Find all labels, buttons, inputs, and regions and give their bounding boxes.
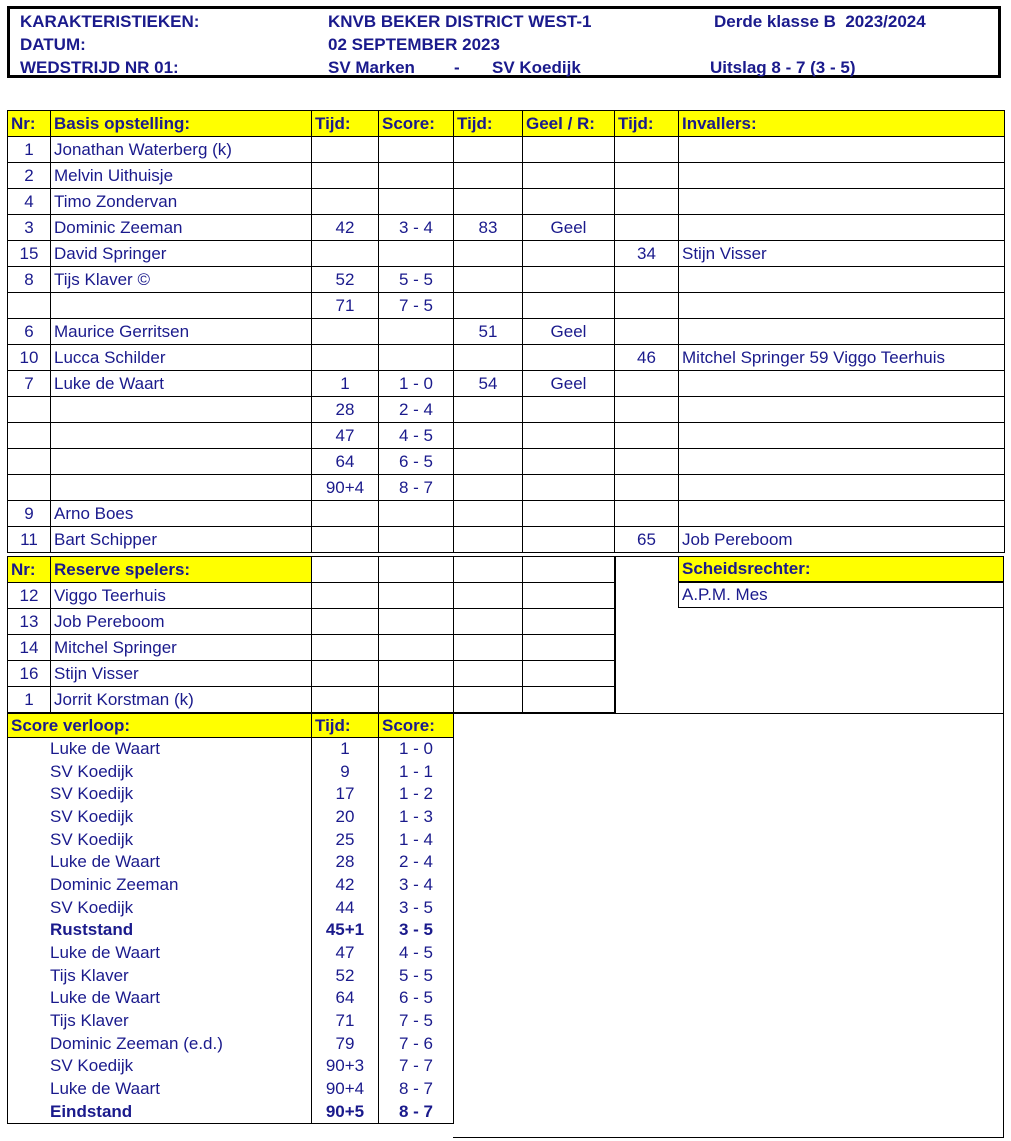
timeline-header-cell: Score:: [379, 714, 454, 738]
timeline-blank-panel: [453, 713, 1004, 1138]
timeline-score: 8 - 7: [379, 1078, 454, 1101]
table-row: [8, 215, 1005, 241]
lineup-cell: 9: [8, 501, 51, 527]
list-item: [8, 738, 454, 761]
lineup-cell: [679, 371, 1005, 397]
lineup-cell: [679, 267, 1005, 293]
timeline-score: 3 - 5: [379, 919, 454, 942]
lineup-cell: [312, 345, 379, 371]
lineup-cell: [615, 423, 679, 449]
lineup-cell: 8 - 7: [379, 475, 454, 501]
lineup-cell: 65: [615, 527, 679, 553]
timeline-header-cell: Tijd:: [312, 714, 379, 738]
reserve-number: 12: [8, 583, 51, 609]
table-row: [8, 609, 616, 635]
lineup-cell: [8, 423, 51, 449]
lineup-cell: 6 - 5: [379, 449, 454, 475]
list-item: [8, 919, 454, 942]
lineup-cell: Dominic Zeeman: [51, 215, 312, 241]
timeline-score: 3 - 4: [379, 874, 454, 897]
lineup-header-cell: Basis opstelling:: [51, 111, 312, 137]
lineup-cell: [523, 423, 615, 449]
timeline-score: 2 - 4: [379, 851, 454, 874]
lineup-cell: [312, 189, 379, 215]
lineup-cell: [51, 397, 312, 423]
lineup-cell: [679, 475, 1005, 501]
timeline-scorer: Luke de Waart: [8, 1078, 312, 1101]
lineup-cell: [523, 267, 615, 293]
list-item: [8, 851, 454, 874]
lineup-cell: [8, 475, 51, 501]
lineup-cell: [615, 189, 679, 215]
characteristics-label: KARAKTERISTIEKEN:: [20, 12, 200, 31]
lineup-cell: 7: [8, 371, 51, 397]
table-row: [8, 687, 616, 713]
lineup-cell: [51, 475, 312, 501]
timeline-score: 4 - 5: [379, 942, 454, 965]
lineup-cell: [615, 475, 679, 501]
lineup-header-row: [8, 111, 1005, 137]
lineup-cell: [679, 423, 1005, 449]
lineup-cell: Geel: [523, 371, 615, 397]
timeline-score: 7 - 5: [379, 1010, 454, 1033]
reserve-name: Jorrit Korstman (k): [51, 687, 312, 713]
lineup-cell: [679, 501, 1005, 527]
reserve-blank-cell: [379, 661, 454, 687]
lineup-cell: [379, 163, 454, 189]
lineup-cell: [679, 137, 1005, 163]
reserve-blank-cell: [454, 687, 523, 713]
lineup-cell: [454, 189, 523, 215]
lineup-cell: 54: [454, 371, 523, 397]
reserve-number: 13: [8, 609, 51, 635]
lineup-header-cell: Geel / R:: [523, 111, 615, 137]
timeline-time: 71: [312, 1010, 379, 1033]
lineup-cell: [523, 241, 615, 267]
away-team: SV Koedijk: [492, 58, 581, 77]
lineup-cell: [379, 319, 454, 345]
list-item: [8, 806, 454, 829]
lineup-table: [7, 110, 1005, 553]
lineup-cell: David Springer: [51, 241, 312, 267]
referee-header: Scheidsrechter:: [678, 556, 1004, 582]
lineup-cell: [615, 501, 679, 527]
timeline-time: 17: [312, 783, 379, 806]
timeline-time: 90+3: [312, 1055, 379, 1078]
lineup-header-cell: Score:: [379, 111, 454, 137]
table-row: [8, 475, 1005, 501]
reserve-blank-cell: [523, 583, 616, 609]
lineup-header-cell: Tijd:: [615, 111, 679, 137]
timeline-time: 42: [312, 874, 379, 897]
timeline-time: 25: [312, 828, 379, 851]
lineup-header-cell: Nr:: [8, 111, 51, 137]
lineup-header-cell: Invallers:: [679, 111, 1005, 137]
lineup-cell: [51, 293, 312, 319]
lineup-cell: [615, 371, 679, 397]
reserve-name: Mitchel Springer: [51, 635, 312, 661]
lineup-cell: [454, 527, 523, 553]
list-item: [8, 1078, 454, 1101]
timeline-scorer: SV Koedijk: [8, 1055, 312, 1078]
timeline-time: 90+5: [312, 1101, 379, 1124]
timeline-scorer: SV Koedijk: [8, 896, 312, 919]
reserve-name: Job Pereboom: [51, 609, 312, 635]
table-row: [8, 635, 616, 661]
lineup-cell: [615, 267, 679, 293]
timeline-score: 1 - 4: [379, 828, 454, 851]
list-item: [8, 1032, 454, 1055]
lineup-cell: Arno Boes: [51, 501, 312, 527]
lineup-cell: 42: [312, 215, 379, 241]
timeline-time: 28: [312, 851, 379, 874]
table-row: [8, 241, 1005, 267]
table-row: [8, 319, 1005, 345]
table-row: [8, 501, 1005, 527]
lineup-cell: [51, 423, 312, 449]
lineup-cell: [312, 137, 379, 163]
lineup-cell: [615, 397, 679, 423]
lineup-cell: Tijs Klaver ©: [51, 267, 312, 293]
match-header: [7, 6, 1001, 78]
lineup-cell: [679, 215, 1005, 241]
list-item: [8, 828, 454, 851]
lineup-cell: [454, 423, 523, 449]
reserves-header-cell: Reserve spelers:: [51, 557, 312, 583]
timeline-scorer: Tijs Klaver: [8, 964, 312, 987]
table-row: [8, 661, 616, 687]
list-item: [8, 1010, 454, 1033]
timeline-score: 6 - 5: [379, 987, 454, 1010]
timeline-scorer: Tijs Klaver: [8, 1010, 312, 1033]
reserves-header-blank: [454, 557, 523, 583]
table-row: [8, 345, 1005, 371]
lineup-cell: 46: [615, 345, 679, 371]
timeline-scorer: Luke de Waart: [8, 942, 312, 965]
match-result: Uitslag 8 - 7 (3 - 5): [710, 58, 856, 77]
match-date: 02 SEPTEMBER 2023: [328, 35, 500, 54]
timeline-score: 7 - 7: [379, 1055, 454, 1078]
reserve-blank-cell: [379, 609, 454, 635]
lineup-cell: [454, 293, 523, 319]
list-item: [8, 896, 454, 919]
lineup-cell: Luke de Waart: [51, 371, 312, 397]
lineup-cell: [523, 345, 615, 371]
lineup-cell: 3: [8, 215, 51, 241]
lineup-cell: [523, 293, 615, 319]
timeline-header-row: [8, 714, 454, 738]
timeline-time: 90+4: [312, 1078, 379, 1101]
referee-name: A.P.M. Mes: [678, 582, 1004, 608]
lineup-cell: 2: [8, 163, 51, 189]
reserve-blank-cell: [379, 687, 454, 713]
lineup-cell: 64: [312, 449, 379, 475]
table-row: [8, 293, 1005, 319]
table-row: [8, 449, 1005, 475]
lineup-cell: [523, 137, 615, 163]
lineup-cell: [679, 163, 1005, 189]
lineup-cell: 11: [8, 527, 51, 553]
lineup-header-cell: Tijd:: [312, 111, 379, 137]
reserve-number: 16: [8, 661, 51, 687]
lineup-cell: [454, 475, 523, 501]
reserves-table: [7, 556, 616, 713]
lineup-cell: [679, 449, 1005, 475]
lineup-cell: [8, 293, 51, 319]
league-season: Derde klasse B 2023/2024: [714, 12, 926, 31]
list-item: [8, 964, 454, 987]
reserve-blank-cell: [523, 609, 616, 635]
lineup-cell: [615, 449, 679, 475]
lineup-cell: [454, 137, 523, 163]
timeline-header-cell: Score verloop:: [8, 714, 312, 738]
lineup-cell: 1: [8, 137, 51, 163]
lineup-cell: [615, 137, 679, 163]
reserve-number: 14: [8, 635, 51, 661]
lineup-cell: [51, 449, 312, 475]
lineup-cell: 34: [615, 241, 679, 267]
list-item: [8, 874, 454, 897]
lineup-cell: Lucca Schilder: [51, 345, 312, 371]
timeline-time: 79: [312, 1032, 379, 1055]
timeline-scorer: Dominic Zeeman (e.d.): [8, 1032, 312, 1055]
timeline-time: 1: [312, 738, 379, 761]
timeline-time: 47: [312, 942, 379, 965]
list-item: [8, 760, 454, 783]
table-row: [8, 137, 1005, 163]
timeline-score: 3 - 5: [379, 896, 454, 919]
timeline-time: 52: [312, 964, 379, 987]
lineup-cell: Jonathan Waterberg (k): [51, 137, 312, 163]
lineup-cell: 1 - 0: [379, 371, 454, 397]
lineup-cell: [312, 319, 379, 345]
lineup-cell: [679, 397, 1005, 423]
date-label: DATUM:: [20, 35, 86, 54]
reserve-blank-cell: [312, 635, 379, 661]
lineup-cell: 90+4: [312, 475, 379, 501]
lineup-cell: 47: [312, 423, 379, 449]
reserve-blank-cell: [454, 583, 523, 609]
lineup-cell: [312, 163, 379, 189]
list-item: [8, 942, 454, 965]
reserve-blank-cell: [454, 609, 523, 635]
lineup-cell: 52: [312, 267, 379, 293]
lineup-cell: [8, 397, 51, 423]
reserve-name: Viggo Teerhuis: [51, 583, 312, 609]
timeline-score: 7 - 6: [379, 1032, 454, 1055]
lineup-cell: [454, 241, 523, 267]
lineup-cell: [523, 189, 615, 215]
lineup-cell: Stijn Visser: [679, 241, 1005, 267]
lineup-cell: [8, 449, 51, 475]
lineup-cell: [454, 345, 523, 371]
lineup-cell: [379, 137, 454, 163]
lineup-cell: 71: [312, 293, 379, 319]
timeline-scorer: Dominic Zeeman: [8, 874, 312, 897]
lineup-cell: [615, 319, 679, 345]
lineup-cell: [454, 501, 523, 527]
lineup-cell: 7 - 5: [379, 293, 454, 319]
lineup-cell: Mitchel Springer 59 Viggo Teerhuis: [679, 345, 1005, 371]
lineup-cell: [312, 241, 379, 267]
reserve-blank-cell: [523, 635, 616, 661]
lineup-cell: 15: [8, 241, 51, 267]
team-separator: -: [454, 58, 460, 77]
timeline-scorer: Eindstand: [8, 1101, 312, 1124]
lineup-cell: [312, 501, 379, 527]
lineup-cell: [454, 267, 523, 293]
lineup-cell: [379, 501, 454, 527]
lineup-cell: [523, 475, 615, 501]
timeline-score: 1 - 1: [379, 760, 454, 783]
lineup-cell: [312, 527, 379, 553]
lineup-cell: [615, 163, 679, 189]
table-row: [8, 423, 1005, 449]
lineup-cell: [454, 163, 523, 189]
timeline-scorer: Luke de Waart: [8, 851, 312, 874]
lineup-cell: [679, 293, 1005, 319]
lineup-cell: Job Pereboom: [679, 527, 1005, 553]
list-item: [8, 987, 454, 1010]
lineup-cell: [379, 345, 454, 371]
reserves-header-blank: [312, 557, 379, 583]
lineup-header-cell: Tijd:: [454, 111, 523, 137]
timeline-scorer: SV Koedijk: [8, 760, 312, 783]
reserves-header-blank: [523, 557, 616, 583]
lineup-cell: [379, 527, 454, 553]
table-row: [8, 397, 1005, 423]
lineup-cell: [615, 215, 679, 241]
timeline-score: 8 - 7: [379, 1101, 454, 1124]
lineup-cell: [679, 189, 1005, 215]
reserve-blank-cell: [454, 661, 523, 687]
lineup-cell: [615, 293, 679, 319]
lineup-cell: [523, 501, 615, 527]
timeline-time: 20: [312, 806, 379, 829]
lineup-cell: 5 - 5: [379, 267, 454, 293]
table-row: [8, 583, 616, 609]
timeline-score: 1 - 0: [379, 738, 454, 761]
reserves-header-blank: [379, 557, 454, 583]
timeline-scorer: Luke de Waart: [8, 987, 312, 1010]
lineup-cell: Bart Schipper: [51, 527, 312, 553]
reserves-header-row: [8, 557, 616, 583]
timeline-score: 5 - 5: [379, 964, 454, 987]
match-number-label: WEDSTRIJD NR 01:: [20, 58, 179, 77]
lineup-cell: 1: [312, 371, 379, 397]
lineup-cell: 4 - 5: [379, 423, 454, 449]
lineup-cell: [523, 449, 615, 475]
lineup-cell: 6: [8, 319, 51, 345]
lineup-cell: [679, 319, 1005, 345]
lineup-cell: Melvin Uithuisje: [51, 163, 312, 189]
list-item: [8, 1101, 454, 1124]
lineup-cell: [454, 449, 523, 475]
reserve-blank-cell: [454, 635, 523, 661]
lineup-cell: 2 - 4: [379, 397, 454, 423]
lineup-cell: Timo Zondervan: [51, 189, 312, 215]
reserve-blank-cell: [312, 609, 379, 635]
lineup-cell: [379, 189, 454, 215]
lineup-cell: 10: [8, 345, 51, 371]
lineup-cell: Geel: [523, 319, 615, 345]
list-item: [8, 1055, 454, 1078]
reserve-number: 1: [8, 687, 51, 713]
timeline-scorer: SV Koedijk: [8, 828, 312, 851]
lineup-cell: 8: [8, 267, 51, 293]
timeline-time: 45+1: [312, 919, 379, 942]
table-row: [8, 189, 1005, 215]
table-row: [8, 163, 1005, 189]
reserve-blank-cell: [523, 661, 616, 687]
reserve-blank-cell: [523, 687, 616, 713]
timeline-scorer: Ruststand: [8, 919, 312, 942]
lineup-cell: 83: [454, 215, 523, 241]
lineup-cell: 28: [312, 397, 379, 423]
lineup-cell: Maurice Gerritsen: [51, 319, 312, 345]
timeline-scorer: SV Koedijk: [8, 806, 312, 829]
lineup-cell: Geel: [523, 215, 615, 241]
table-row: [8, 527, 1005, 553]
reserve-blank-cell: [312, 583, 379, 609]
lineup-cell: 3 - 4: [379, 215, 454, 241]
score-timeline-table: [7, 713, 454, 1124]
timeline-score: 1 - 3: [379, 806, 454, 829]
timeline-score: 1 - 2: [379, 783, 454, 806]
lineup-cell: [523, 397, 615, 423]
timeline-time: 44: [312, 896, 379, 919]
reserve-blank-cell: [379, 583, 454, 609]
reserve-blank-cell: [312, 661, 379, 687]
timeline-scorer: SV Koedijk: [8, 783, 312, 806]
reserve-blank-cell: [379, 635, 454, 661]
reserve-name: Stijn Visser: [51, 661, 312, 687]
lineup-cell: [523, 163, 615, 189]
lineup-cell: 4: [8, 189, 51, 215]
home-team: SV Marken: [328, 58, 415, 77]
lineup-cell: [379, 241, 454, 267]
timeline-scorer: Luke de Waart: [8, 738, 312, 761]
lineup-cell: [523, 527, 615, 553]
competition-name: KNVB BEKER DISTRICT WEST-1: [328, 12, 592, 31]
table-row: [8, 371, 1005, 397]
reserve-blank-cell: [312, 687, 379, 713]
lineup-cell: [454, 397, 523, 423]
timeline-time: 9: [312, 760, 379, 783]
list-item: [8, 783, 454, 806]
reserves-header-cell: Nr:: [8, 557, 51, 583]
lineup-cell: 51: [454, 319, 523, 345]
timeline-time: 64: [312, 987, 379, 1010]
table-row: [8, 267, 1005, 293]
